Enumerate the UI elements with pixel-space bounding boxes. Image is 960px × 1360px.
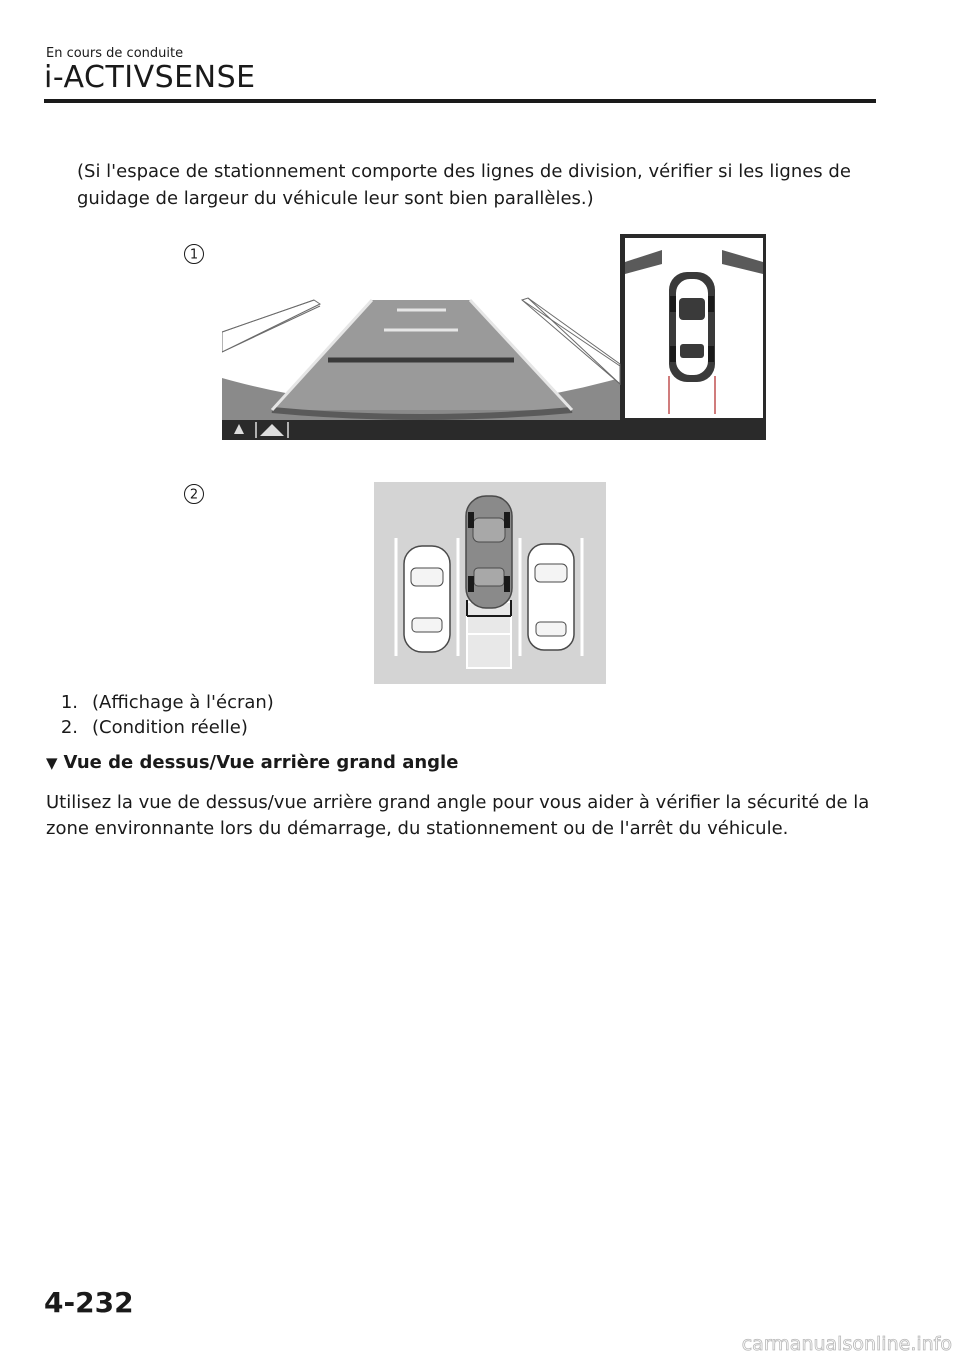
section-subheading [46,752,458,773]
caption-item [50,715,274,740]
rear-camera-view [222,234,620,420]
screen-display-figure [222,234,766,440]
callout-2 [183,483,205,505]
intro-paragraph: (Si l'espace de stationnement comporte des lignes de division, vérifier si les lignes de guidage de largeur du véhicule leur sont bien parallèles.) [77,161,851,209]
caption-text: (Condition réelle) [92,717,248,738]
header-rule [44,99,876,103]
left-parked-car [404,546,450,652]
page-title: i-ACTIVSENSE [44,60,256,95]
caption-text: (Affichage à l'écran) [92,692,274,713]
section-label: En cours de conduite [46,46,184,61]
reversing-car [466,496,512,608]
body-paragraph: Utilisez la vue de dessus/vue arrière grand angle pour vous aider à vérifier la sécurité de la zone environnante lors du démarrage, du stationnement ou de l'arrêt du véhicule. [46,792,870,839]
caption-number: 2. [60,717,78,738]
real-condition-figure [374,482,606,684]
watermark-text: carmanualsonline.info [741,1333,952,1355]
callout-1 [183,243,205,265]
callout-1-number: 1 [189,247,199,263]
page-number: 4-232 [44,1286,134,1319]
subheading-text: Vue de dessus/Vue arrière grand angle [63,752,459,773]
callout-2-number: 2 [189,487,199,503]
caption-item [50,690,274,715]
top-view [625,238,763,418]
figure-captions [50,690,274,740]
right-parked-car [528,544,574,650]
caption-number: 1. [60,692,78,713]
triangle-down-icon: ▼ [46,754,58,772]
watermark-logo [702,1330,952,1356]
